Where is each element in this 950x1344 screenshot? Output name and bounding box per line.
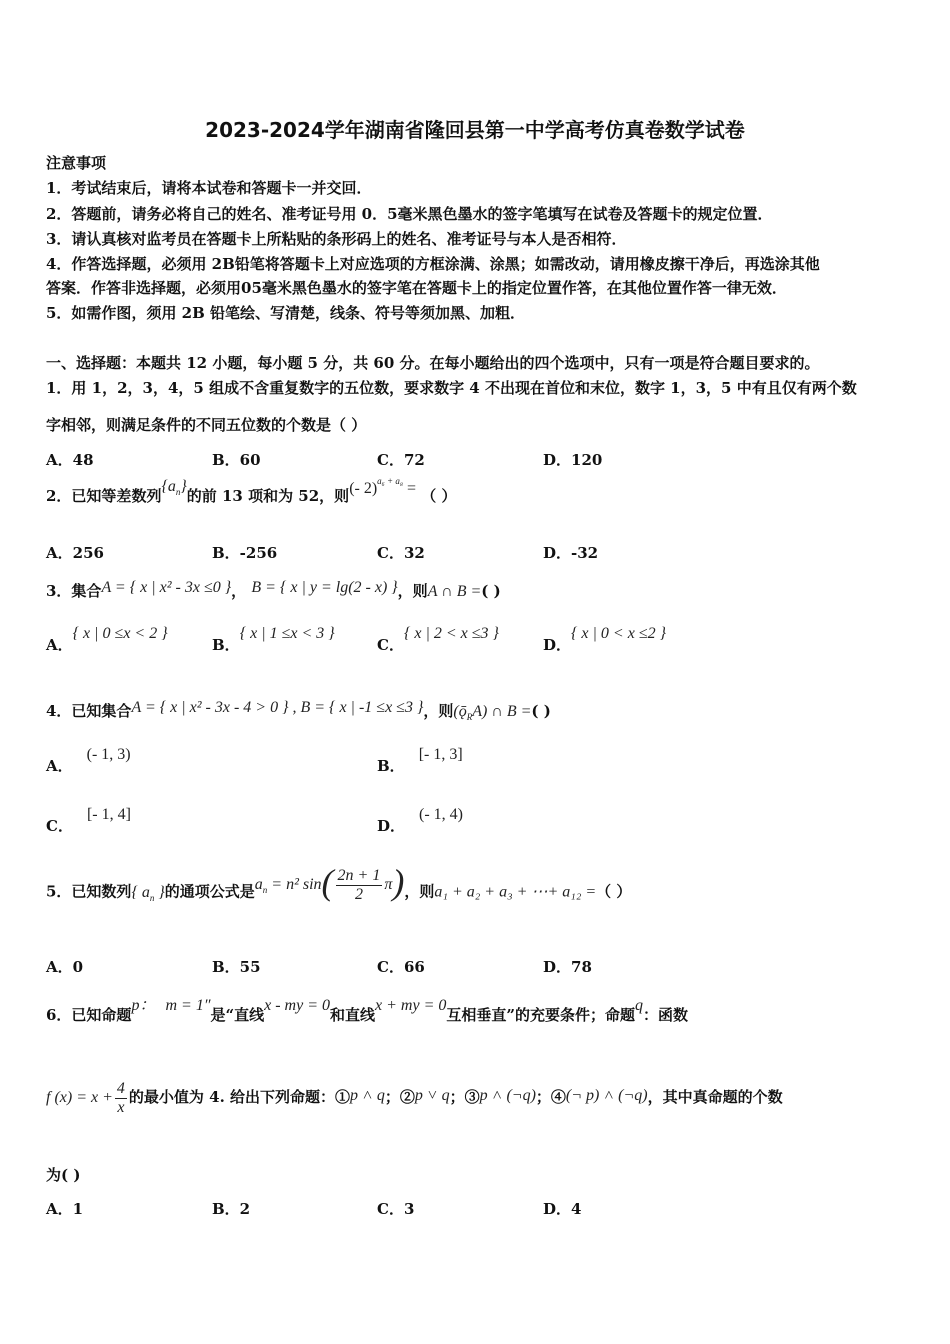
q5-formula: $a_n = n^2$ sin( $\frac{2n + 1}{2}$ π) <box>254 862 405 903</box>
question-4: 4．已知集合A = { x | x² - 3x - 4 > 0 } , B = { x | -1 ≤x ≤3 }，则$(ǭ_RA)$ ∩ B =( ) <box>46 699 551 722</box>
page-title: 2023-2024学年湖南省隆回县第一中学高考仿真卷数学试卷 <box>205 118 745 142</box>
q3-set-b: B = { x | y = lg(2 - x) } <box>251 579 398 596</box>
question-6-line-1: 6．已知命题p： m = 1″是“直线x - my = 0和直线x + my = 0互相垂直”的充要条件；命题q：函数 <box>46 997 689 1024</box>
q1-option-c: C．72 <box>377 451 425 469</box>
question-6-line-3: 为( ) <box>46 1166 81 1184</box>
notice-heading: 注意事项 <box>46 154 107 172</box>
notice-item: 3．请认真核对监考员在答题卡上所粘贴的条形码上的姓名、准考证号与本人是否相符． <box>46 230 627 248</box>
question-3: 3．集合A = { x | x² - 3x ≤0 }， B = { x | y = lg(2 - x) }，则A ∩ B =( ) <box>46 579 501 600</box>
q1-option-b: B．60 <box>212 451 261 469</box>
q6-function: f (x) = x + $\frac{4}{x}$ <box>46 1080 125 1116</box>
q6-option-d: D．4 <box>543 1200 582 1218</box>
question-1-text: 1．用 1，2，3，4，5 组成不含重复数字的五位数，要求数字 4 不出现在首位和末位，数字 1，3，5 中有且仅有两个数 <box>46 379 857 397</box>
question-5: 5．已知数列{ $a_n$ }的通项公式是$a_n = n^2$ sin( $\frac{2n + 1}{2}$ π)，则a₁ + a₂ + a₃ + ⋯+ a₁₂ =（ ） <box>46 862 632 903</box>
q5-sum: a₁ + a₂ + a₃ + ⋯+ a₁₂ = <box>434 883 597 901</box>
q4-option-a: A．(- 1, 3) <box>46 746 131 775</box>
notice-item: 5．如需作图，须用 2B 铅笔绘、写清楚，线条、符号等须加黑、加粗． <box>46 304 525 322</box>
q3-text-1: 3．集合 <box>46 582 102 600</box>
q5-option-b: B．55 <box>212 958 261 976</box>
q1-option-a: A．48 <box>46 451 94 469</box>
q2-text-1: 2．已知等差数列 <box>46 487 162 505</box>
q3-option-c: C．{ x | 2 < x ≤3 } <box>377 625 499 654</box>
q6-option-c: C．3 <box>377 1200 415 1218</box>
q3-set-a: A = { x | x² - 3x ≤0 } <box>101 579 232 596</box>
q2-text-3: （ ） <box>421 487 457 505</box>
section-heading: 一、选择题：本题共 12 小题，每小题 5 分，共 60 分。在每小题给出的四个选项中，只有一项是符合题目要求的。 <box>46 354 820 372</box>
q5-sequence: { $a_n$ } <box>131 883 165 903</box>
notice-item: 答案．作答非选择题，必须用05毫米黑色墨水的签字笔在答题卡上的指定位置作答，在其他位置作答一律无效． <box>46 279 787 297</box>
q2-option-a: A．256 <box>46 544 104 562</box>
q4-complement: $(ǭ_RA)$ ∩ B = <box>453 703 532 722</box>
q4-option-c: C．[- 1, 4] <box>46 806 131 835</box>
notice-item: 1．考试结束后，请将本试卷和答题卡一并交回． <box>46 179 372 197</box>
q6-option-b: B．2 <box>212 1200 251 1218</box>
q2-option-d: D．-32 <box>543 544 599 562</box>
q5-option-c: C．66 <box>377 958 425 976</box>
q5-option-a: A．0 <box>46 958 84 976</box>
q4-option-b: B．[- 1, 3] <box>377 746 463 775</box>
q2-expression: (- 2)$^{a_6 + a_8}$ = <box>349 476 417 497</box>
q3-intersection: A ∩ B = <box>427 583 482 600</box>
q2-option-c: C．32 <box>377 544 425 562</box>
q2-option-b: B．-256 <box>212 544 278 562</box>
q1-option-d: D．120 <box>543 451 603 469</box>
q2-text-2: 的前 13 项和为 52，则 <box>186 487 350 505</box>
question-1-text-cont: 字相邻，则满足条件的不同五位数的个数是（ ） <box>46 416 367 434</box>
q3-option-b: B．{ x | 1 ≤x < 3 } <box>212 625 335 654</box>
q4-option-d: D．(- 1, 4) <box>377 806 463 835</box>
q3-option-d: D．{ x | 0 < x ≤2 } <box>543 625 666 654</box>
question-6-line-2: f (x) = x + $\frac{4}{x}$ 的最小值为 4. 给出下列命题：①p ˄ q；②p ˅ q；③p ˄ (¬q)；④(¬ p) ˄ (¬q)，其中真命题的个数 <box>46 1080 783 1116</box>
q3-option-a: A．{ x | 0 ≤x < 2 } <box>46 625 168 654</box>
notice-item: 2．答题前，请务必将自己的姓名、准考证号用 0．5毫米黑色墨水的签字笔填写在试卷及答题卡的规定位置． <box>46 205 773 223</box>
q5-option-d: D．78 <box>543 958 592 976</box>
q6-option-a: A．1 <box>46 1200 84 1218</box>
q4-sets: A = { x | x² - 3x - 4 > 0 } , B = { x | -1 ≤x ≤3 } <box>131 699 424 716</box>
question-2: 2．已知等差数列$\{a_n\}$的前 13 项和为 52，则(- 2)$^{a_6 + a_8}$ = （ ） <box>46 476 457 505</box>
notice-item: 4．作答选择题，必须用 2B铅笔将答题卡上对应选项的方框涂满、涂黑；如需改动，请用橡皮擦干净后，再选涂其他 <box>46 255 820 273</box>
